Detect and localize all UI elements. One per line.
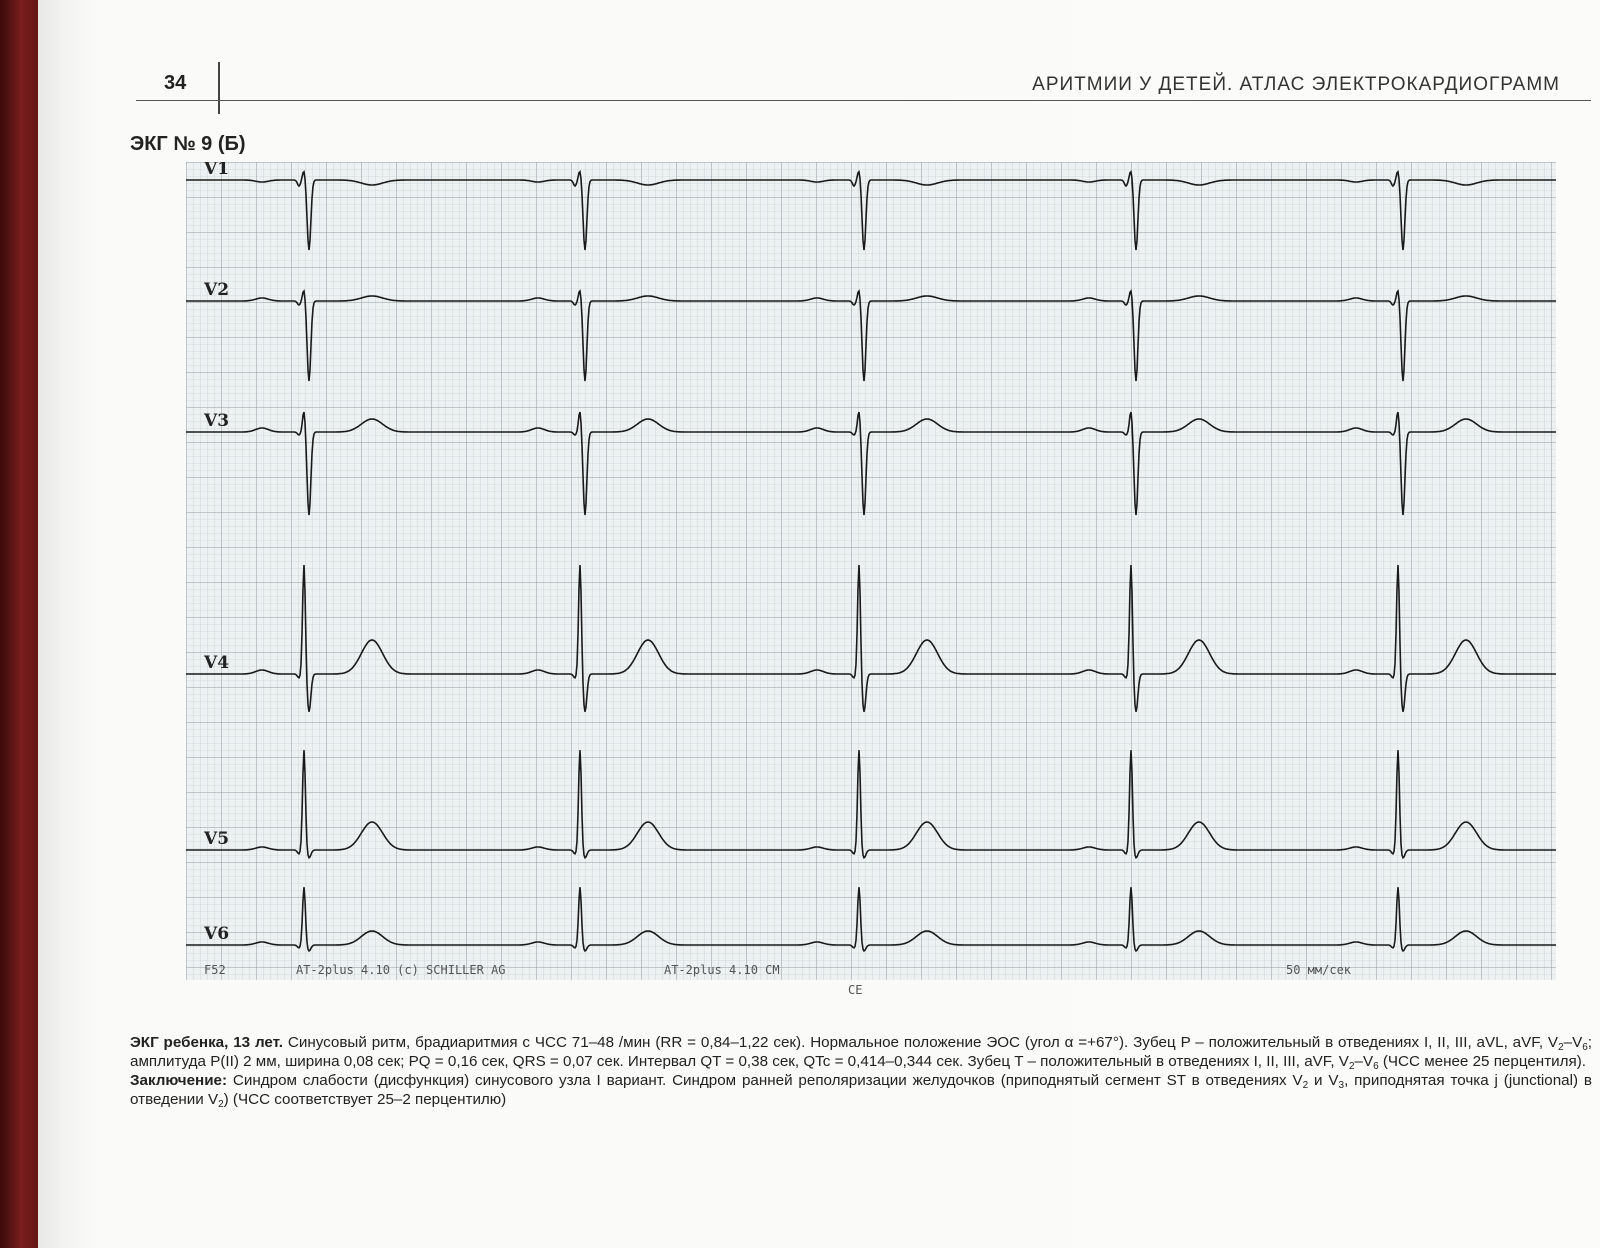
caption-text: –V — [1563, 1034, 1583, 1051]
caption-text: ; амплитуда P(II) 2 мм, ширина 0,08 сек; PQ = 0,16 сек, QRS = 0,07 сек. Интервал QT = 0,38 сек, QTc = 0,414–0,344 сек. Зубец T – положительный в отведениях I, II, III, aVF, V — [130, 1034, 1593, 1070]
caption-sub: 6 — [1373, 1061, 1379, 1072]
header-divider — [218, 62, 220, 114]
footer-ce-mark: CE — [848, 983, 863, 997]
book-title: АРИТМИИ У ДЕТЕЙ. АТЛАС ЭЛЕКТРОКАРДИОГРАММ — [1032, 74, 1560, 95]
conclusion-text: и V — [1308, 1072, 1339, 1089]
lead-label-v2: V2 — [204, 280, 230, 300]
caption-text: –V — [1354, 1053, 1374, 1070]
ecg-grid — [186, 162, 1556, 980]
conclusion-text: ) (ЧСС соответствует 25–2 перцентилю) — [223, 1091, 507, 1108]
caption-text: Синусовый ритм, брадиаритмия с ЧСС 71–48 /мин (RR = 0,84–1,22 сек). Нормальное положение ЭОС (угол α =+67°). Зубец P – положительный в отведениях I, II, III, aVL, aVF, V — [283, 1034, 1559, 1051]
caption-sub: 2 — [218, 1099, 224, 1110]
footer-device-2: AT-2plus 4.10 CM — [664, 963, 780, 977]
lead-label-v6: V6 — [204, 924, 230, 944]
caption-sub: 2 — [1302, 1080, 1309, 1091]
caption-sub: 6 — [1582, 1042, 1588, 1053]
lead-label-v1: V1 — [204, 162, 230, 179]
caption-sub: 3 — [1338, 1080, 1345, 1091]
page-number: 34 — [164, 72, 187, 94]
lead-label-v4: V4 — [204, 653, 230, 673]
lead-label-v5: V5 — [204, 829, 230, 849]
caption-lead: ЭКГ ребенка, 13 лет. — [130, 1034, 284, 1051]
footer-code: F52 — [204, 963, 226, 977]
conclusion-text: , приподнятая точка j (junctional) в отведении V — [130, 1072, 1592, 1108]
book-page — [38, 0, 1600, 1248]
caption-text: (ЧСС менее 25 перцентиля). — [1378, 1053, 1586, 1070]
lead-label-v3: V3 — [204, 411, 230, 431]
conclusion-text: Синдром слабости (дисфункция) синусового узла I вариант. Синдром ранней реполяризации желудочков (приподнятый сегмент ST в отведениях V — [227, 1072, 1303, 1089]
conclusion-label: Заключение: — [130, 1072, 228, 1089]
footer-speed: 50 мм/сек — [1286, 963, 1352, 977]
caption — [130, 1033, 1592, 1109]
ecg-svg — [186, 162, 1556, 1000]
caption-sub: 2 — [1348, 1061, 1355, 1072]
footer-device: AT-2plus 4.10 (c) SCHILLER AG — [296, 963, 506, 977]
ecg-strip — [186, 162, 1556, 1000]
ecg-title: ЭКГ № 9 (Б) — [130, 133, 246, 155]
header-rule — [136, 100, 1591, 101]
caption-sub: 2 — [1558, 1042, 1564, 1053]
